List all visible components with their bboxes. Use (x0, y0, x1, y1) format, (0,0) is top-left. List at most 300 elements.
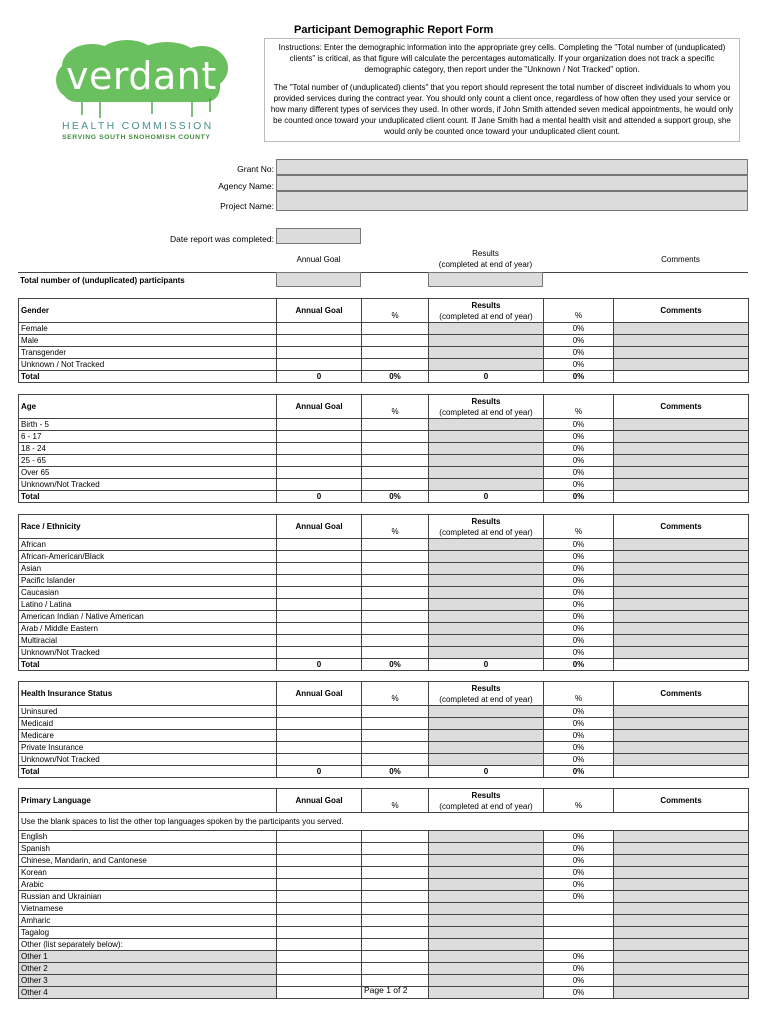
comments-cell[interactable] (614, 742, 749, 754)
table-row (19, 891, 749, 903)
results-percent-cell: 0% (544, 635, 614, 647)
goal-percent-cell (362, 647, 429, 659)
goal-percent-cell (362, 335, 429, 347)
row-label: Male (19, 335, 277, 347)
table-row (19, 443, 749, 455)
results-header (429, 515, 544, 539)
table-row (19, 843, 749, 855)
goal-cell[interactable] (277, 754, 362, 766)
section-title: Gender (19, 299, 277, 323)
verdant-logo (52, 40, 232, 150)
language-label[interactable]: Other 3 (19, 975, 277, 987)
goal-cell[interactable] (277, 467, 362, 479)
goal-percent-cell (362, 587, 429, 599)
comments-cell[interactable] (614, 347, 749, 359)
goal-percent-cell (362, 742, 429, 754)
goal-percent-cell (362, 754, 429, 766)
results-cell[interactable] (429, 987, 544, 999)
annual-goal-header: Annual Goal (277, 682, 362, 706)
total-goal-input[interactable] (276, 272, 361, 287)
row-label: Transgender (19, 347, 277, 359)
goal-percent-cell (362, 431, 429, 443)
results-cell[interactable] (429, 323, 544, 335)
results-cell[interactable] (429, 455, 544, 467)
total-results-percent: 0% (544, 766, 614, 778)
results-cell[interactable] (429, 635, 544, 647)
total-label: Total (19, 371, 277, 383)
results-percent-cell: 0% (544, 455, 614, 467)
annual-goal-header: Annual Goal (296, 255, 341, 264)
row-label: Latino / Latina (19, 599, 277, 611)
grant-no-input[interactable] (276, 159, 748, 175)
comments-cell[interactable] (614, 611, 749, 623)
table-row (19, 335, 749, 347)
goal-percent-cell (362, 467, 429, 479)
results-sublabel: (completed at end of year) (439, 311, 533, 321)
comments-cell[interactable] (614, 467, 749, 479)
results-label: Results (471, 300, 501, 310)
comments-header: Comments (614, 395, 749, 419)
comments-cell[interactable] (614, 323, 749, 335)
percent-header: % (362, 395, 429, 419)
goal-cell[interactable] (277, 951, 362, 963)
table-row (19, 419, 749, 431)
goal-cell[interactable] (277, 730, 362, 742)
table-row (19, 551, 749, 563)
language-label: Tagalog (19, 927, 277, 939)
total-goal-percent: 0% (362, 371, 429, 383)
comments-cell[interactable] (614, 455, 749, 467)
language-label: Chinese, Mandarin, and Cantonese (19, 855, 277, 867)
results-percent-cell: 0% (544, 742, 614, 754)
goal-percent-cell (362, 963, 429, 975)
goal-cell[interactable] (277, 575, 362, 587)
goal-percent-cell (362, 879, 429, 891)
results-percent-cell: 0% (544, 951, 614, 963)
table-row (19, 951, 749, 963)
table-row (19, 754, 749, 766)
goal-cell[interactable] (277, 443, 362, 455)
comments-header: Comments (614, 515, 749, 539)
language-table (18, 788, 749, 999)
comments-cell[interactable] (614, 843, 749, 855)
comments-cell[interactable] (614, 623, 749, 635)
results-cell[interactable] (429, 855, 544, 867)
language-label[interactable]: Other 2 (19, 963, 277, 975)
results-cell[interactable] (429, 742, 544, 754)
table-row (19, 323, 749, 335)
goal-cell[interactable] (277, 939, 362, 951)
results-percent-cell: 0% (544, 754, 614, 766)
goal-percent-cell (362, 455, 429, 467)
table-row (19, 587, 749, 599)
form-title: Participant Demographic Report Form (294, 24, 494, 36)
row-label: Caucasian (19, 587, 277, 599)
results-cell[interactable] (429, 419, 544, 431)
goal-cell[interactable] (277, 419, 362, 431)
goal-cell[interactable] (277, 855, 362, 867)
results-cell[interactable] (429, 539, 544, 551)
total-goal: 0 (277, 766, 362, 778)
results-percent-cell: 0% (544, 730, 614, 742)
results-sublabel: (completed at end of year) (439, 801, 533, 811)
language-label: Spanish (19, 843, 277, 855)
goal-cell[interactable] (277, 431, 362, 443)
goal-percent-cell (362, 347, 429, 359)
results-percent-cell: 0% (544, 831, 614, 843)
date-completed-input[interactable] (276, 228, 361, 244)
results-cell[interactable] (429, 879, 544, 891)
comments-cell[interactable] (614, 927, 749, 939)
row-label: Multiracial (19, 635, 277, 647)
language-label: Other (list separately below): (19, 939, 277, 951)
language-label: Vietnamese (19, 903, 277, 915)
results-cell[interactable] (429, 831, 544, 843)
comments-cell[interactable] (614, 951, 749, 963)
results-cell[interactable] (429, 903, 544, 915)
results-sublabel: (completed at end of year) (439, 694, 533, 704)
language-label[interactable]: Other 1 (19, 951, 277, 963)
table-row (19, 718, 749, 730)
goal-percent-cell (362, 903, 429, 915)
comments-cell[interactable] (614, 479, 749, 491)
table-row (19, 647, 749, 659)
results-percent-cell: 0% (544, 706, 614, 718)
results-percent-cell: 0% (544, 843, 614, 855)
goal-cell[interactable] (277, 623, 362, 635)
results-percent-cell: 0% (544, 975, 614, 987)
results-percent-cell: 0% (544, 599, 614, 611)
total-goal: 0 (277, 371, 362, 383)
goal-cell[interactable] (277, 867, 362, 879)
total-results-input[interactable] (428, 272, 543, 287)
results-percent-header: % (544, 682, 614, 706)
total-results: 0 (429, 491, 544, 503)
total-comments (614, 766, 749, 778)
results-percent-cell: 0% (544, 419, 614, 431)
row-label: Female (19, 323, 277, 335)
results-percent-cell: 0% (544, 987, 614, 999)
results-percent-cell: 0% (544, 879, 614, 891)
results-percent-cell: 0% (544, 551, 614, 563)
results-cell[interactable] (429, 927, 544, 939)
goal-cell[interactable] (277, 347, 362, 359)
goal-percent-cell (362, 323, 429, 335)
comments-cell[interactable] (614, 915, 749, 927)
goal-percent-cell (362, 563, 429, 575)
total-results: 0 (429, 371, 544, 383)
goal-cell[interactable] (277, 706, 362, 718)
comments-cell[interactable] (614, 575, 749, 587)
comments-cell[interactable] (614, 975, 749, 987)
results-cell[interactable] (429, 599, 544, 611)
table-row (19, 855, 749, 867)
results-cell[interactable] (429, 963, 544, 975)
comments-cell[interactable] (614, 891, 749, 903)
goal-cell[interactable] (277, 611, 362, 623)
goal-percent-cell (362, 927, 429, 939)
comments-cell[interactable] (614, 879, 749, 891)
results-percent-header: % (544, 515, 614, 539)
language-label: Amharic (19, 915, 277, 927)
goal-cell[interactable] (277, 455, 362, 467)
total-label: Total (19, 491, 277, 503)
results-percent-cell: 0% (544, 347, 614, 359)
results-cell[interactable] (429, 754, 544, 766)
table-row (19, 599, 749, 611)
results-percent-cell: 0% (544, 718, 614, 730)
goal-percent-cell (362, 951, 429, 963)
goal-cell[interactable] (277, 359, 362, 371)
results-cell[interactable] (429, 443, 544, 455)
results-sublabel: (completed at end of year) (438, 260, 533, 269)
results-percent-cell: 0% (544, 479, 614, 491)
goal-percent-cell (362, 539, 429, 551)
total-results-percent: 0% (544, 659, 614, 671)
total-results-percent: 0% (544, 371, 614, 383)
comments-cell[interactable] (614, 855, 749, 867)
results-cell[interactable] (429, 867, 544, 879)
percent-header: % (362, 515, 429, 539)
goal-cell[interactable] (277, 879, 362, 891)
total-results: 0 (429, 766, 544, 778)
comments-cell[interactable] (614, 359, 749, 371)
results-percent-cell: 0% (544, 467, 614, 479)
total-results-percent: 0% (544, 491, 614, 503)
table-row (19, 623, 749, 635)
total-goal: 0 (277, 659, 362, 671)
results-cell[interactable] (429, 359, 544, 371)
section-table (18, 298, 749, 383)
results-cell[interactable] (429, 951, 544, 963)
goal-cell[interactable] (277, 539, 362, 551)
section-table (18, 394, 749, 503)
goal-cell[interactable] (277, 831, 362, 843)
total-goal-percent: 0% (362, 766, 429, 778)
comments-cell[interactable] (614, 647, 749, 659)
row-label: African-American/Black (19, 551, 277, 563)
total-goal: 0 (277, 491, 362, 503)
goal-cell[interactable] (277, 599, 362, 611)
comments-cell[interactable] (614, 443, 749, 455)
results-cell[interactable] (429, 706, 544, 718)
section-table (18, 514, 749, 671)
results-cell[interactable] (429, 335, 544, 347)
goal-percent-cell (362, 706, 429, 718)
comments-cell[interactable] (614, 754, 749, 766)
row-label: Unknown/Not Tracked (19, 479, 277, 491)
page-number: Page 1 of 2 (364, 985, 408, 995)
comments-cell[interactable] (614, 939, 749, 951)
goal-cell[interactable] (277, 718, 362, 730)
total-goal-percent: 0% (362, 659, 429, 671)
results-cell[interactable] (429, 891, 544, 903)
results-sublabel: (completed at end of year) (439, 527, 533, 537)
results-cell[interactable] (429, 431, 544, 443)
total-label: Total (19, 659, 277, 671)
section-title: Race / Ethnicity (19, 515, 277, 539)
table-row (19, 831, 749, 843)
table-row (19, 963, 749, 975)
row-label: 18 - 24 (19, 443, 277, 455)
comments-header: Comments (614, 299, 749, 323)
comments-cell[interactable] (614, 706, 749, 718)
goal-percent-cell (362, 718, 429, 730)
goal-percent-cell (362, 939, 429, 951)
goal-percent-cell (362, 443, 429, 455)
results-cell[interactable] (429, 975, 544, 987)
comments-cell[interactable] (614, 431, 749, 443)
results-percent-cell: 0% (544, 867, 614, 879)
comments-cell[interactable] (614, 335, 749, 347)
comments-cell[interactable] (614, 599, 749, 611)
comments-cell[interactable] (614, 551, 749, 563)
results-cell[interactable] (429, 939, 544, 951)
row-label: Arab / Middle Eastern (19, 623, 277, 635)
goal-cell[interactable] (277, 987, 362, 999)
results-cell[interactable] (429, 575, 544, 587)
goal-percent-cell (362, 915, 429, 927)
results-label: Results (471, 516, 501, 526)
results-percent-cell: 0% (544, 647, 614, 659)
comments-cell[interactable] (614, 539, 749, 551)
results-label: Results (472, 249, 499, 258)
goal-cell[interactable] (277, 975, 362, 987)
comments-cell[interactable] (614, 987, 749, 999)
comments-cell[interactable] (614, 563, 749, 575)
language-note-row (19, 813, 749, 831)
total-row (19, 371, 749, 383)
project-name-input[interactable] (276, 191, 748, 211)
agency-name-input[interactable] (276, 175, 748, 191)
annual-goal-header: Annual Goal (277, 789, 362, 813)
goal-cell[interactable] (277, 963, 362, 975)
comments-cell[interactable] (614, 903, 749, 915)
table-row (19, 455, 749, 467)
annual-goal-header: Annual Goal (277, 395, 362, 419)
row-label: Unknown/Not Tracked (19, 754, 277, 766)
row-label: American Indian / Native American (19, 611, 277, 623)
goal-cell[interactable] (277, 587, 362, 599)
total-results: 0 (429, 659, 544, 671)
goal-cell[interactable] (277, 742, 362, 754)
comments-cell[interactable] (614, 635, 749, 647)
goal-percent-cell (362, 855, 429, 867)
goal-cell[interactable] (277, 891, 362, 903)
goal-cell[interactable] (277, 647, 362, 659)
table-row (19, 903, 749, 915)
instructions-box (264, 38, 740, 142)
results-cell[interactable] (429, 551, 544, 563)
row-label: Pacific Islander (19, 575, 277, 587)
goal-cell[interactable] (277, 635, 362, 647)
results-cell[interactable] (429, 347, 544, 359)
comments-cell[interactable] (614, 730, 749, 742)
row-label: Medicare (19, 730, 277, 742)
results-cell[interactable] (429, 467, 544, 479)
results-cell[interactable] (429, 915, 544, 927)
goal-percent-cell (362, 867, 429, 879)
goal-cell[interactable] (277, 335, 362, 347)
comments-cell[interactable] (614, 963, 749, 975)
goal-cell[interactable] (277, 323, 362, 335)
comments-cell[interactable] (614, 587, 749, 599)
goal-percent-cell (362, 730, 429, 742)
row-label: Private Insurance (19, 742, 277, 754)
goal-cell[interactable] (277, 563, 362, 575)
results-cell[interactable] (429, 843, 544, 855)
table-row (19, 539, 749, 551)
row-label: African (19, 539, 277, 551)
results-label: Results (471, 396, 501, 406)
results-cell[interactable] (429, 587, 544, 599)
comments-header: Comments (614, 789, 749, 813)
results-cell[interactable] (429, 730, 544, 742)
comments-cell[interactable] (614, 419, 749, 431)
goal-cell[interactable] (277, 927, 362, 939)
results-label: Results (471, 790, 501, 800)
table-row (19, 867, 749, 879)
row-label: Medicaid (19, 718, 277, 730)
comments-cell[interactable] (614, 867, 749, 879)
results-cell[interactable] (429, 479, 544, 491)
results-cell[interactable] (429, 623, 544, 635)
goal-percent-cell (362, 831, 429, 843)
row-label: Over 65 (19, 467, 277, 479)
table-row (19, 467, 749, 479)
comments-cell[interactable] (614, 831, 749, 843)
goal-cell[interactable] (277, 479, 362, 491)
results-cell[interactable] (429, 647, 544, 659)
table-row (19, 347, 749, 359)
language-label: Korean (19, 867, 277, 879)
results-cell[interactable] (429, 611, 544, 623)
language-note: Use the blank spaces to list the other top languages spoken by the participants you served. (19, 813, 749, 831)
logo-line2: SERVING SOUTH SNOHOMISH COUNTY (62, 134, 211, 141)
goal-cell[interactable] (277, 551, 362, 563)
goal-cell[interactable] (277, 903, 362, 915)
results-percent-header: % (544, 789, 614, 813)
total-comments (614, 659, 749, 671)
results-cell[interactable] (429, 718, 544, 730)
table-row (19, 635, 749, 647)
grant-label: Grant No: (237, 164, 274, 174)
table-row (19, 479, 749, 491)
goal-cell[interactable] (277, 843, 362, 855)
table-row (19, 706, 749, 718)
results-cell[interactable] (429, 563, 544, 575)
total-comments (614, 491, 749, 503)
results-header (428, 248, 543, 270)
results-percent-cell: 0% (544, 891, 614, 903)
row-label: Unknown/Not Tracked (19, 647, 277, 659)
language-label[interactable]: Other 4 (19, 987, 277, 999)
goal-percent-cell (362, 575, 429, 587)
comments-cell[interactable] (614, 718, 749, 730)
results-percent-cell: 0% (544, 431, 614, 443)
table-row (19, 879, 749, 891)
language-label: Arabic (19, 879, 277, 891)
annual-goal-header: Annual Goal (277, 299, 362, 323)
table-row (19, 359, 749, 371)
goal-cell[interactable] (277, 915, 362, 927)
goal-percent-cell (362, 479, 429, 491)
total-row (19, 766, 749, 778)
total-participants-label: Total number of (unduplicated) participants (20, 276, 185, 285)
goal-percent-cell (362, 419, 429, 431)
results-header (429, 395, 544, 419)
total-label: Total (19, 766, 277, 778)
